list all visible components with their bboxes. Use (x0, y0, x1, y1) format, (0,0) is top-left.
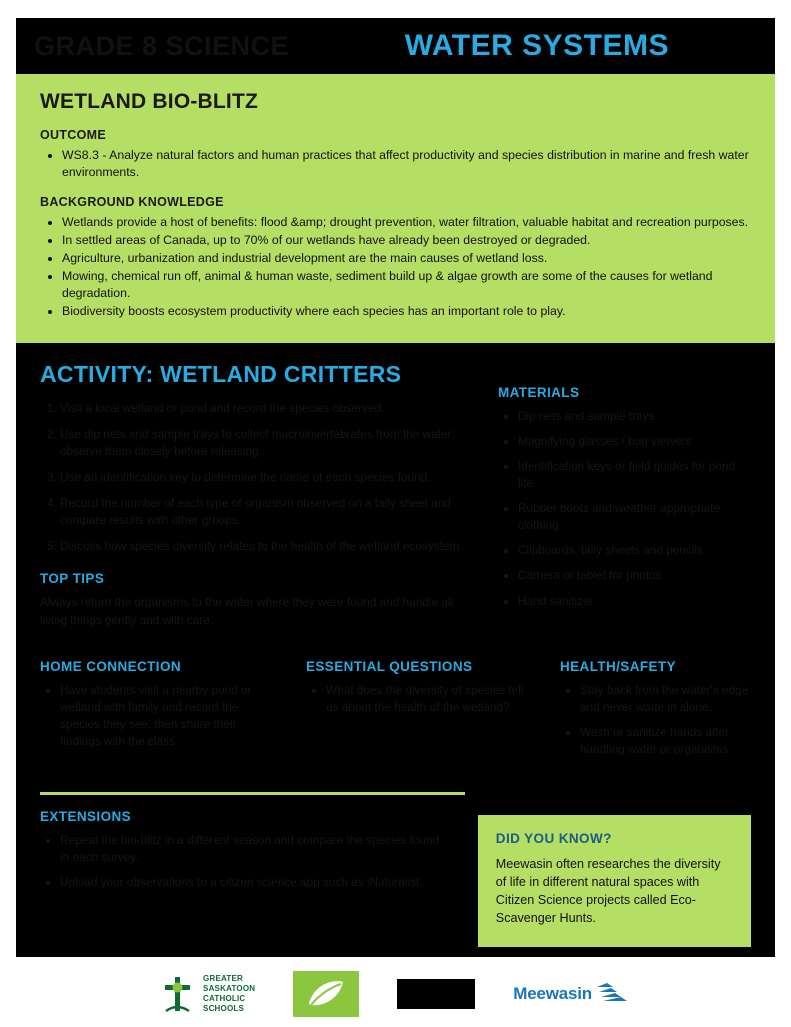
extensions-label: EXTENSIONS (40, 808, 132, 824)
materials-list-wrap (498, 408, 751, 610)
top-tips-label: TOP TIPS (40, 571, 105, 587)
background-knowledge-label: BACKGROUND KNOWLEDGE (40, 194, 224, 209)
essential-questions-list-wrap (306, 682, 534, 716)
home-connection-list-wrap (40, 682, 280, 750)
health-safety-list-wrap (560, 682, 751, 758)
saskatoon-public-schools-logo (293, 971, 359, 1017)
greater-saskatoon-catholic-schools-logo (160, 974, 255, 1014)
health-safety-section (560, 659, 751, 766)
did-you-know-title: DID YOU KNOW? (495, 830, 612, 846)
list-item: • Wash or sanitize hands after handling water or organisms. (580, 724, 751, 758)
extensions-section (40, 809, 450, 899)
list-item: • Mowing, chemical run off, animal & human waste, sediment build up & algae growth are some of the causes for wetland degradation. (62, 268, 751, 302)
list-item: • Magnifying glasses / bug viewers (518, 433, 751, 450)
gsc-line-3: CATHOLIC (203, 994, 246, 1004)
activity-title: ACTIVITY: WETLAND CRITTERS (40, 360, 402, 387)
partner-logo-block (397, 979, 475, 1009)
list-item: • Rubber boots and weather appropriate clothing (518, 500, 751, 534)
gsc-line-4: SCHOOLS (203, 1004, 245, 1014)
page-header (16, 18, 775, 74)
section-divider (40, 792, 465, 795)
outcome-label: OUTCOME (40, 128, 106, 142)
list-item: • Stay back from the water's edge and never wade in alone. (580, 682, 751, 716)
header-subject: GRADE 8 SCIENCE (34, 30, 290, 61)
essential-questions-section (306, 659, 534, 766)
outcome-list (40, 147, 751, 181)
list-item: • Have students visit a nearby pond or wetland with family and record the species they see, then share their findings with the class. (60, 682, 280, 750)
did-you-know-callout (478, 815, 751, 948)
header-unit-title: WATER SYSTEMS (404, 29, 669, 62)
list-item: 3. Use an identification key to determine the name of each species found. (60, 469, 470, 486)
top-tips-text: Always return the organisms to the water where they were found and handle all living things gently and with care. (40, 595, 454, 627)
activity-panel (16, 343, 775, 958)
page-title: WETLAND BIO-BLITZ (40, 90, 259, 113)
gsc-line-1: GREATER (203, 974, 243, 984)
activity-columns (40, 361, 751, 637)
list-item: • Repeat the bio-blitz in a different season and compare the species found in each survey. (60, 832, 450, 866)
materials-label: MATERIALS (498, 384, 580, 400)
list-item: 5. Discuss how species diversity relates to the health of the wetland ecosystem. (60, 538, 470, 555)
list-item: 1. Visit a local wetland or pond and record the species observed. (60, 400, 470, 417)
did-you-know-body: Meewasin often researches the diversity of life in different natural spaces with Citizen Science projects called Eco-Scavenger Hunts. (495, 856, 721, 925)
list-item: • In settled areas of Canada, up to 70% of our wetlands have already been destroyed or degraded. (62, 232, 751, 249)
list-item: • Identification keys or field guides for pond life (518, 458, 751, 492)
list-item: • Dip nets and sample trays (518, 408, 751, 425)
meewasin-wordmark: Meewasin (513, 984, 592, 1004)
footer-logos (16, 957, 775, 1027)
list-item: 2. Use dip nets and sample trays to collect macroinvertebrates from the water; observe them closely before releasing. (60, 426, 470, 460)
list-item: • Agriculture, urbanization and industrial development are the main causes of wetland loss. (62, 250, 751, 267)
list-item: • Clipboards, tally sheets and pencils (518, 542, 751, 559)
list-item: 4. Record the number of each type of organism observed on a tally sheet and compare results with other groups. (60, 495, 470, 529)
activity-main-column (40, 361, 470, 637)
gsc-logo-text (203, 974, 255, 1014)
extensions-list-wrap (40, 832, 450, 891)
top-tips-text-wrap (40, 594, 470, 628)
health-safety-label: HEALTH/SAFETY (560, 658, 676, 674)
gsc-line-2: SASKATOON (203, 984, 256, 994)
list-item: • Upload your observations to a citizen science app such as iNaturalist. (60, 874, 450, 891)
essential-questions-label: ESSENTIAL QUESTIONS (306, 658, 473, 674)
list-item: • What does the diversity of species tell us about the health of the wetland? (326, 682, 534, 716)
list-item: • Hand sanitizer (518, 593, 751, 610)
home-connection-label: HOME CONNECTION (40, 658, 181, 674)
list-item: • Biodiversity boosts ecosystem productivity where each species has an important role to play. (62, 303, 751, 320)
home-connection-section (40, 659, 280, 766)
bottom-row (40, 809, 751, 948)
waves-icon (597, 983, 631, 1006)
materials-column (498, 361, 751, 637)
lesson-overview-panel (16, 74, 775, 343)
leaf-icon (305, 977, 347, 1011)
cross-icon (160, 974, 196, 1014)
activity-steps (40, 400, 470, 556)
background-knowledge-list (40, 214, 751, 320)
list-item: • WS8.3 - Analyze natural factors and human practices that affect productivity and species distribution in marine and fresh water environments. (62, 147, 751, 181)
top-tips-section (40, 571, 470, 628)
supporting-sections (40, 659, 751, 766)
meewasin-logo (513, 983, 631, 1006)
list-item: • Wetlands provide a host of benefits: flood &amp; drought prevention, water filtration, valuable habitat and recreation purposes. (62, 214, 751, 231)
list-item: • Camera or tablet for photos (518, 567, 751, 584)
